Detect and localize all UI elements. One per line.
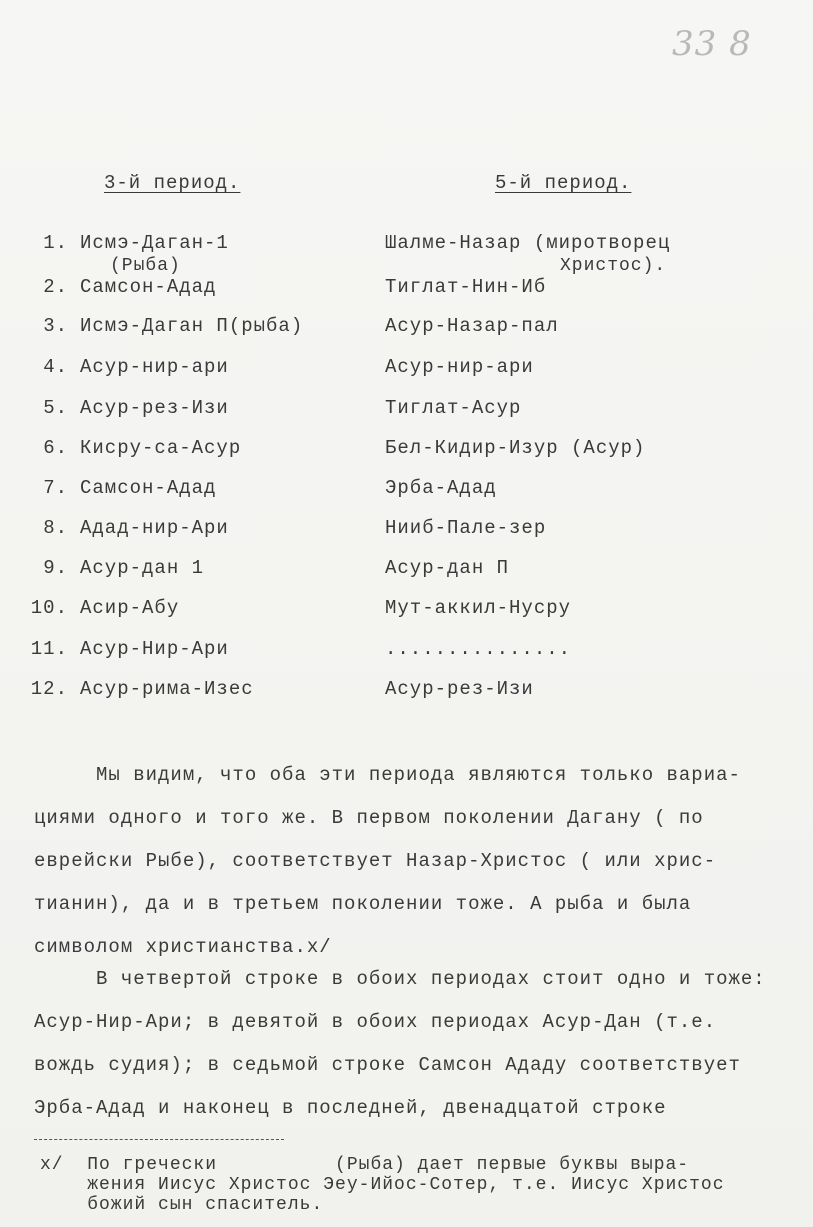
row-number: 2. — [43, 276, 68, 298]
table-row — [0, 397, 813, 433]
paragraph-line: тианин), да и в третьем поколении тоже. А рыба и была — [34, 893, 692, 915]
row-number: 6. — [43, 437, 68, 459]
row-number: 4. — [43, 356, 68, 378]
row-number: 7. — [43, 477, 68, 499]
footnote — [40, 1155, 810, 1215]
footnote-line: x/ По гречески (Рыба) дает первые буквы выра- — [40, 1155, 690, 1175]
table-row — [0, 276, 813, 312]
right-name: Шалме-Назар (миротворец — [385, 232, 671, 254]
left-name: Исмэ-Даган-1 — [80, 232, 229, 254]
row1-left-subnote: (Рыба) — [110, 256, 181, 276]
paragraph-line: еврейски Рыбе), соответствует Назар-Христос ( или хрис- — [34, 850, 717, 872]
footnote-line: жения Иисус Христос Эеу-Ийос-Сотер, т.е. Иисус Христос — [40, 1175, 725, 1195]
right-name: Асур-нир-ари — [385, 356, 534, 378]
left-name: Асур-Нир-Ари — [80, 638, 229, 660]
paragraph-line: циями одного и того же. В первом поколении Дагану ( по — [34, 807, 704, 829]
right-name: Асур-дан П — [385, 557, 510, 579]
row-number: 12. — [30, 678, 68, 700]
left-column-header: 3-й период. — [104, 172, 241, 194]
left-name: Кисру-са-Асур — [80, 437, 242, 459]
table-row — [0, 638, 813, 674]
row-number: 3. — [43, 315, 68, 337]
left-name: Асур-рима-Изес — [80, 678, 254, 700]
paragraph-1 — [34, 754, 794, 969]
page-number: 33 8 — [672, 24, 752, 64]
right-name: ............... — [385, 638, 572, 660]
table-row — [0, 597, 813, 633]
table-row — [0, 678, 813, 714]
right-column-header: 5-й период. — [495, 172, 632, 194]
row-number: 5. — [43, 397, 68, 419]
paragraph-line: В четвертой строке в обоих периодах стоит одно и тоже: — [34, 968, 766, 990]
table-row — [0, 437, 813, 473]
right-name: Тиглат-Асур — [385, 397, 522, 419]
row-number: 1. — [43, 232, 68, 254]
left-name: Асур-нир-ари — [80, 356, 229, 378]
table-row — [0, 356, 813, 392]
footnote-divider — [34, 1139, 284, 1140]
footnote-line: божий сын спаситель. — [40, 1195, 324, 1215]
row-number: 8. — [43, 517, 68, 539]
right-name: Эрба-Адад — [385, 477, 497, 499]
right-name: Асур-рез-Изи — [385, 678, 534, 700]
row-number: 10. — [30, 597, 68, 619]
left-name: Асир-Абу — [80, 597, 180, 619]
paragraph-line: Мы видим, что оба эти периода являются только вариа- — [34, 764, 741, 786]
row-number: 9. — [43, 557, 68, 579]
table-row — [0, 477, 813, 513]
left-name: Самсон-Адад — [80, 276, 217, 298]
right-name: Мут-аккил-Нусру — [385, 597, 572, 619]
paragraph-line: Асур-Нир-Ари; в девятой в обоих периодах Асур-Дан (т.е. — [34, 1011, 717, 1033]
right-name: Тиглат-Нин-Иб — [385, 276, 547, 298]
table-row — [0, 315, 813, 351]
paragraph-line: Эрба-Адад и наконец в последней, двенадцатой строке — [34, 1097, 667, 1119]
left-name: Асур-дан 1 — [80, 557, 205, 579]
left-name: Исмэ-Даган П(рыба) — [80, 315, 304, 337]
paragraph-line: вождь судия); в седьмой строке Самсон Ададу соответствует — [34, 1054, 741, 1076]
left-name: Самсон-Адад — [80, 477, 217, 499]
paragraph-line: символом христианства.x/ — [34, 936, 332, 958]
right-name: Бел-Кидир-Изур (Асур) — [385, 437, 646, 459]
left-name: Адад-нир-Ари — [80, 517, 229, 539]
left-name: Асур-рез-Изи — [80, 397, 229, 419]
paragraph-2 — [34, 958, 794, 1130]
row-number: 11. — [30, 638, 68, 660]
right-name: Нииб-Пале-зер — [385, 517, 547, 539]
right-name: Асур-Назар-пал — [385, 315, 559, 337]
table-row — [0, 517, 813, 553]
table-row — [0, 557, 813, 593]
row1-right-subnote: Христос). — [560, 256, 667, 276]
